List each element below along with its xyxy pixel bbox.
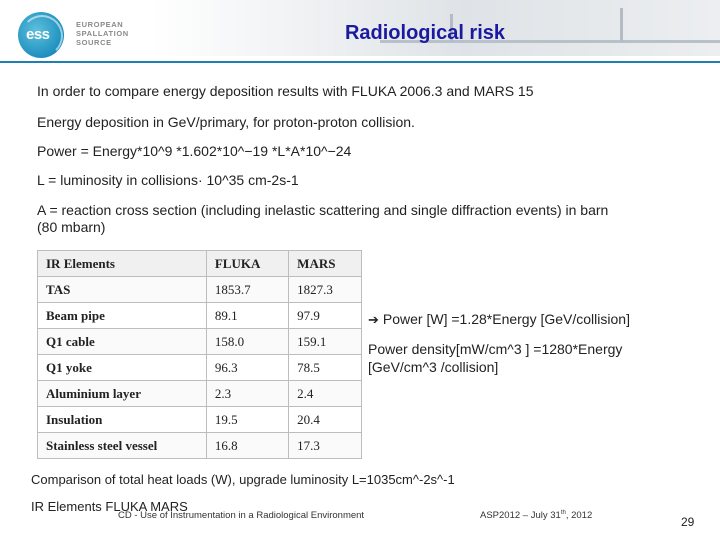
table-header-row xyxy=(38,251,362,277)
mars-value: 20.4 xyxy=(289,407,362,433)
mars-value: 97.9 xyxy=(289,303,362,329)
footer-event-date xyxy=(480,510,592,521)
mars-value: 2.4 xyxy=(289,381,362,407)
intro-text: In order to compare energy deposition results with FLUKA 2006.3 and MARS 15 xyxy=(37,83,534,99)
mars-value: 17.3 xyxy=(289,433,362,459)
fluka-value: 89.1 xyxy=(206,303,288,329)
heat-load-table xyxy=(37,250,362,459)
footer-course-title: CD - Use of Instrumentation in a Radiological Environment xyxy=(118,510,365,521)
power-density-line: [GeV/cm^3 /collision] xyxy=(368,359,499,375)
logo-text-line: EUROPEAN xyxy=(76,20,124,29)
element-name: Q1 yoke xyxy=(38,355,207,381)
element-name: Beam pipe xyxy=(38,303,207,329)
column-header: IR Elements xyxy=(38,251,207,277)
element-name: TAS xyxy=(38,277,207,303)
cross-section-value: (80 mbarn) xyxy=(37,219,106,235)
mars-value: 159.1 xyxy=(289,329,362,355)
page-title: Radiological risk xyxy=(344,22,506,44)
logo-text-line: SPALLATION xyxy=(76,29,129,38)
power-conversion-text: Power [W] =1.28*Energy [GeV/collision] xyxy=(382,311,630,327)
column-header: FLUKA xyxy=(206,251,288,277)
table-row xyxy=(38,433,362,459)
title-divider xyxy=(0,61,720,63)
table-row xyxy=(38,277,362,303)
power-density-note xyxy=(368,340,622,376)
element-name: Stainless steel vessel xyxy=(38,433,207,459)
footer-date-year: , 2012 xyxy=(565,510,593,522)
element-name: Q1 cable xyxy=(38,329,207,355)
luminosity-definition: L = luminosity in collisions· 10^35 cm-2s-1 xyxy=(37,172,299,188)
element-name: Aluminium layer xyxy=(38,381,207,407)
fluka-value: 1853.7 xyxy=(206,277,288,303)
table-row xyxy=(38,355,362,381)
power-formula: Power = Energy*10^9 *1.602*10^−19 *L*A*10^−24 xyxy=(37,143,352,159)
table-row xyxy=(38,329,362,355)
power-conversion-note xyxy=(368,310,630,329)
table-row xyxy=(38,381,362,407)
column-header: MARS xyxy=(289,251,362,277)
footer-date-prefix: ASP2012 – July 31 xyxy=(480,510,561,522)
energy-deposition-text: Energy deposition in GeV/primary, for proton-proton collision. xyxy=(37,114,415,130)
fluka-value: 2.3 xyxy=(206,381,288,407)
page-number: 29 xyxy=(681,515,695,529)
cross-section-definition: A = reaction cross section (including inelastic scattering and single diffraction events) in barn xyxy=(37,202,609,218)
table-caption-secondary: IR Elements FLUKA MARS xyxy=(31,499,188,514)
fluka-value: 16.8 xyxy=(206,433,288,459)
table-row xyxy=(38,407,362,433)
table-row xyxy=(38,303,362,329)
element-name: Insulation xyxy=(38,407,207,433)
fluka-value: 96.3 xyxy=(206,355,288,381)
table-caption: Comparison of total heat loads (W), upgrade luminosity L=1035cm^-2s^-1 xyxy=(31,472,455,487)
mars-value: 1827.3 xyxy=(289,277,362,303)
fluka-value: 19.5 xyxy=(206,407,288,433)
fluka-value: 158.0 xyxy=(206,329,288,355)
footer-date-suffix-sup: th xyxy=(560,510,566,516)
power-density-line: Power density[mW/cm^3 ] =1280*Energy xyxy=(368,341,623,357)
right-arrow-icon: ➔ xyxy=(368,312,379,327)
mars-value: 78.5 xyxy=(289,355,362,381)
logo-text-line: SOURCE xyxy=(76,38,112,47)
logo-monogram: ess xyxy=(26,26,50,43)
